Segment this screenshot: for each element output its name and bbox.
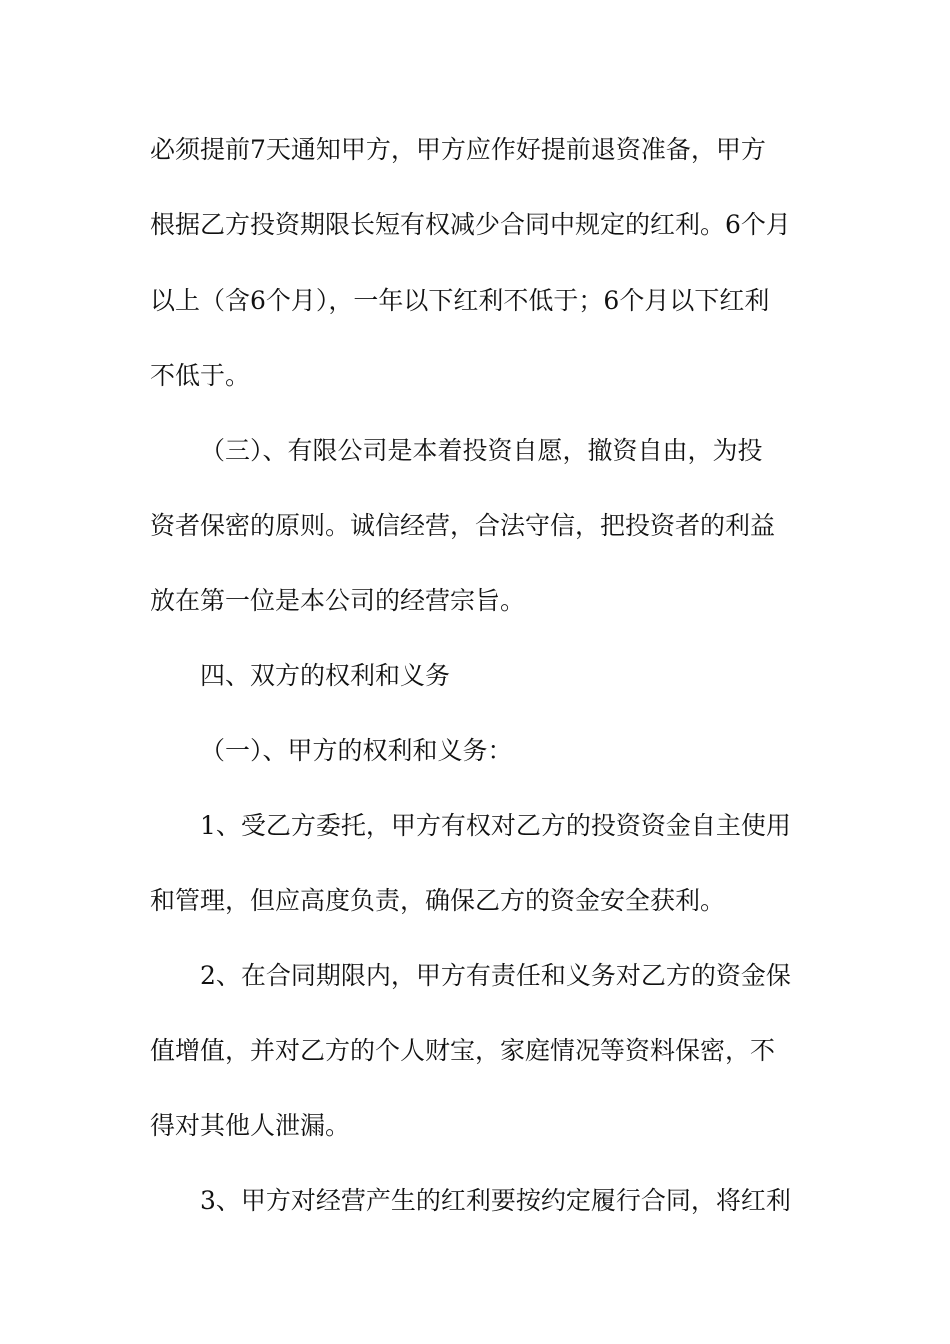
paragraph-start-line: 1、受乙方委托，甲方有权对乙方的投资资金自主使用 [200, 811, 791, 840]
text-line: 和管理，但应高度负责，确保乙方的资金安全获利。 [150, 886, 726, 915]
text-line: 得对其他人泄漏。 [150, 1111, 351, 1140]
text-line: 不低于。 [150, 361, 251, 390]
text-line: 放在第一位是本公司的经营宗旨。 [150, 586, 526, 615]
section-heading: 四、双方的权利和义务 [200, 661, 451, 690]
text-line: 必须提前7天通知甲方，甲方应作好提前退资准备，甲方 [150, 135, 766, 164]
text-line: 值增值，并对乙方的个人财宝，家庭情况等资料保密，不 [150, 1036, 776, 1065]
paragraph-start-line: （三）、有限公司是本着投资自愿，撤资自由，为投 [200, 436, 763, 465]
subsection-heading: （一）、甲方的权利和义务： [200, 736, 513, 765]
text-line: 根据乙方投资期限长短有权减少合同中规定的红利。6个月 [150, 210, 791, 239]
paragraph-start-line: 2、在合同期限内，甲方有责任和义务对乙方的资金保 [200, 961, 791, 990]
text-line: 资者保密的原则。诚信经营，合法守信，把投资者的利益 [150, 511, 776, 540]
paragraph-start-line: 3、甲方对经营产生的红利要按约定履行合同，将红利 [200, 1186, 791, 1215]
text-line: 以上（含6个月），一年以下红利不低于；6个月以下红利 [150, 286, 770, 315]
